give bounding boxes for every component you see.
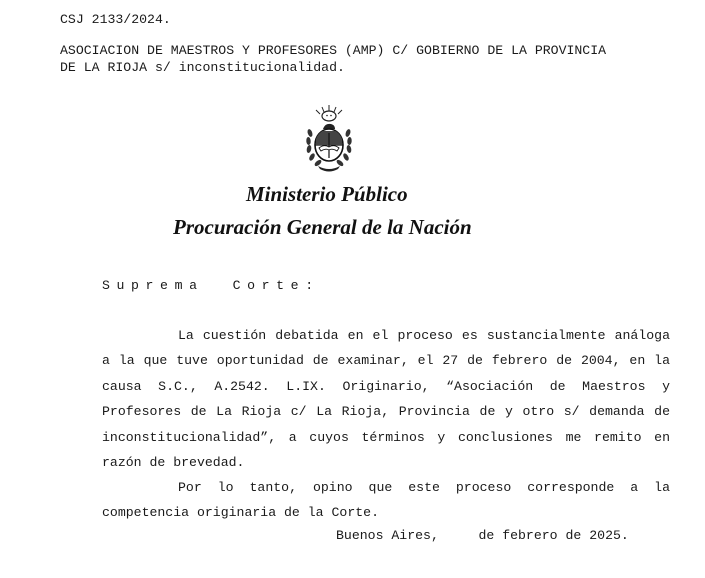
case-number: CSJ 2133/2024. (60, 12, 171, 27)
argentina-coat-of-arms-icon (304, 103, 354, 175)
case-title-line-1: ASOCIACION DE MAESTROS Y PROFESORES (AMP) C/ GOBIERNO DE LA PROVINCIA (60, 43, 607, 58)
paragraph-2: Por lo tanto, opino que este proceso corresponde a la competencia originaria de la Corte. (102, 480, 670, 521)
letterhead-ministerio: Ministerio Público (246, 182, 408, 206)
salutation: Suprema Corte: (102, 278, 320, 293)
paragraph-1: La cuestión debatida en el proceso es sustancialmente análoga a la que tuve oportunidad de examinar, el 27 de febrero de 2004, en la causa S.C., A.2542. L.IX. Originario, “Asociación de Maestros y Profesores de La Rioja c/ La Rioja, Provincia de y otro s/ demanda de inconstitucionalidad”, a cuyos términos y conclusiones me remito en razón de brevedad. (102, 328, 670, 471)
case-title-line-2: DE LA RIOJA s/ inconstitucionalidad. (60, 60, 345, 75)
letterhead-procuracion: Procuración General de la Nación (173, 215, 472, 239)
place-date: Buenos Aires, de febrero de 2025. (336, 528, 629, 543)
